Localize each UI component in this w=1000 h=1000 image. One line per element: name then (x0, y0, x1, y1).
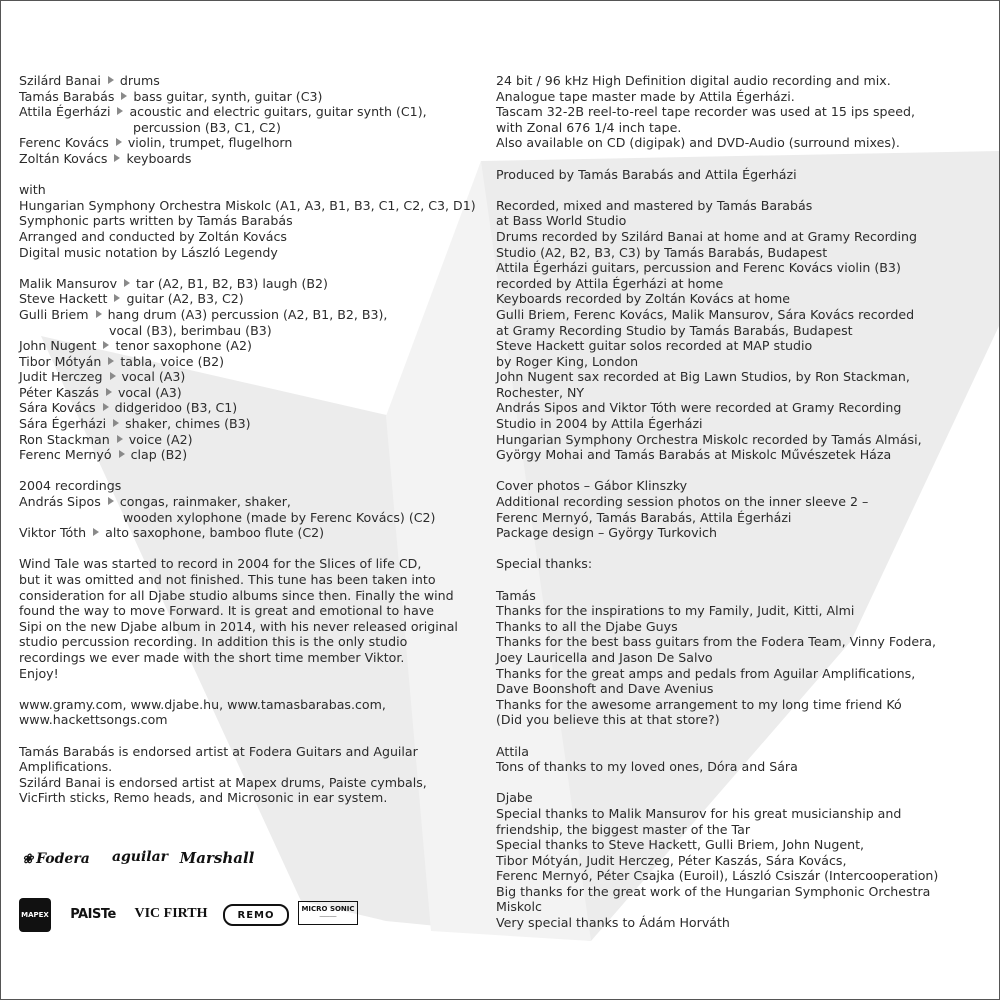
with-section (19, 182, 481, 260)
text-line: Tamás Barabás is endorsed artist at Fodera Guitars and Aguilar (19, 743, 418, 759)
text-line: Digital music notation by László Legendy (19, 244, 278, 260)
arrow-icon (121, 92, 127, 100)
guest-row (19, 369, 481, 385)
text-line: www.gramy.com, www.djabe.hu, www.tamasbarabas.com, (19, 696, 386, 712)
fodera-logo (19, 846, 93, 872)
left-column (19, 73, 481, 806)
text-line: with Zonal 676 1/4 inch tape. (496, 119, 682, 135)
marshall-logo: Marshall (179, 849, 255, 867)
guest-role-cont: vocal (B3), berimbau (B3) (109, 322, 272, 338)
text-line: VicFirth sticks, Remo heads, and Microsonic in ear system. (19, 790, 388, 806)
guest-role: clap (B2) (130, 447, 188, 463)
text-line: Special thanks to Malik Mansurov for his great musicianship and (496, 805, 902, 821)
text-line: Package design – György Turkovich (496, 525, 717, 541)
text-line: Attila Égerházi guitars, percussion and Ferenc Kovács violin (B3) (496, 260, 901, 276)
fodera-logo-text: Fodera (36, 851, 90, 867)
text-line: Thanks to all the Djabe Guys (496, 618, 678, 634)
guest-role: shaker, chimes (B3) (125, 416, 251, 432)
text-line: Sipi on the new Djabe album in 2014, with his never released original (19, 618, 458, 634)
musician-role: acoustic and electric guitars, guitar synth (C1), (129, 104, 427, 120)
guest-name: Ron Stackman (19, 431, 110, 447)
guest-role: tenor saxophone (A2) (115, 338, 252, 354)
text-line: Ferenc Mernyó, Tamás Barabás, Attila Égerházi (496, 509, 792, 525)
musician-role: keyboards (126, 150, 192, 166)
text-line: consideration for all Djabe studio albums since then. Finally the wind (19, 587, 454, 603)
guest-row (19, 291, 481, 307)
text-line: Hungarian Symphony Orchestra Miskolc (A1, A3, B1, B3, C1, C2, C3, D1) (19, 197, 476, 213)
microsonic-logo: MICRO SONIC ─────── (298, 901, 358, 925)
mapex-logo: MAPEX (19, 898, 51, 932)
guest-row (19, 354, 481, 370)
text-line: Big thanks for the great work of the Hungarian Symphonic Orchestra (496, 883, 931, 899)
microsonic-logo-text: MICRO SONIC (301, 905, 355, 913)
text-line: Dave Boonshoft and Dave Avenius (496, 681, 714, 697)
guest-role: vocal (A3) (117, 384, 182, 400)
text-line: Very special thanks to Ádám Horváth (496, 915, 730, 931)
guest-row (19, 447, 481, 463)
guest-row (19, 416, 481, 432)
musician-role: violin, trumpet, flugelhorn (127, 135, 293, 151)
arrow-icon (117, 107, 123, 115)
text-line: (Did you believe this at that store?) (496, 712, 720, 728)
thanks-djabe (496, 790, 986, 930)
text-line: Cover photos – Gábor Klinszky (496, 478, 688, 494)
text-line: with (19, 182, 46, 198)
text-line: Tascam 32-2B reel-to-reel tape recorder was used at 15 ips speed, (496, 104, 916, 120)
arrow-icon (113, 419, 119, 427)
thanks-name: Attila (496, 743, 529, 759)
recording-row (19, 494, 481, 510)
text-line: but it was omitted and not finished. This tune has been taken into (19, 572, 436, 587)
thanks-name: Djabe (496, 790, 533, 806)
story-paragraph (19, 556, 481, 681)
text-line: Symphonic parts written by Tamás Barabás (19, 213, 293, 229)
butterfly-icon: ❀ (22, 851, 34, 867)
musician-row (19, 73, 481, 89)
text-line: Thanks for the great amps and pedals from Aguilar Amplifications, (496, 665, 916, 681)
musician-name: Ferenc Kovács (19, 135, 109, 151)
text-line: John Nugent sax recorded at Big Lawn Studios, by Ron Stackman, (496, 369, 910, 385)
guest-role: tabla, voice (B2) (120, 353, 225, 369)
text-line: recordings we ever made with the short time member Viktor. (19, 649, 405, 665)
text-line: Additional recording session photos on the inner sleeve 2 – (496, 494, 869, 510)
text-line: Hungarian Symphony Orchestra Miskolc recorded by Tamás Almási, (496, 431, 922, 447)
recording-name: Viktor Tóth (19, 525, 87, 541)
guest-name: Steve Hackett (19, 291, 108, 307)
arrow-icon (124, 279, 130, 287)
tech-info (496, 73, 986, 151)
text-line: friendship, the biggest master of the Tar (496, 821, 751, 837)
text-line: Ferenc Mernyó, Péter Csajka (Euroil), László Csiszár (Intercooperation) (496, 868, 939, 884)
arrow-icon (96, 310, 102, 318)
guest-name: Ferenc Mernyó (19, 447, 112, 463)
arrow-icon (116, 138, 122, 146)
recording-role: congas, rainmaker, shaker, (119, 494, 291, 510)
text-line: Tibor Mótyán, Judit Herczeg, Péter Kaszás, Sára Kovács, (496, 852, 847, 868)
text-line: Studio (A2, B2, B3, C3) by Tamás Barabás, Budapest (496, 244, 828, 260)
text-line: Drums recorded by Szilárd Banai at home and at Gramy Recording (496, 228, 918, 244)
text-line: at Bass World Studio (496, 213, 627, 229)
guest-role: guitar (A2, B3, C2) (126, 291, 244, 307)
text-line: Keyboards recorded by Zoltán Kovács at home (496, 291, 791, 307)
guest-role: hang drum (A3) percussion (A2, B1, B2, B3), (107, 306, 388, 322)
text-line: Miskolc (496, 899, 542, 915)
guest-role: tar (A2, B1, B2, B3) laugh (B2) (136, 275, 328, 291)
musician-name: Tamás Barabás (19, 88, 115, 104)
arrow-icon (119, 450, 125, 458)
aguilar-logo: aguilar (111, 849, 169, 865)
websites (19, 697, 481, 728)
text-line: Analogue tape master made by Attila Égerházi. (496, 88, 795, 104)
text-line: found the way to move Forward. It is great and emotional to have (19, 603, 435, 619)
guest-role: voice (A2) (128, 431, 193, 447)
special-thanks-heading: Special thanks: (496, 556, 593, 572)
text-line: Wind Tale was started to record in 2004 for the Slices of life CD, (19, 556, 422, 572)
guest-role: vocal (A3) (121, 369, 186, 385)
produced-by: Produced by Tamás Barabás and Attila Égerházi (496, 166, 797, 182)
guest-role: didgeridoo (B3, C1) (114, 400, 238, 416)
vicfirth-logo: VIC FIRTH (134, 906, 208, 921)
text-line: Joey Lauricella and Jason De Salvo (496, 649, 713, 665)
text-line: 24 bit / 96 kHz High Definition digital audio recording and mix. (496, 73, 891, 88)
arrow-icon (117, 435, 123, 443)
text-line: Thanks for the awesome arrangement to my long time friend Kó (496, 696, 902, 712)
guest-name: Sára Kovács (19, 400, 96, 416)
guest-row (19, 276, 481, 292)
guest-name: Gulli Briem (19, 306, 89, 322)
thanks-tamas (496, 588, 986, 728)
text-line: at Gramy Recording Studio by Tamás Barabás, Budapest (496, 322, 853, 338)
arrow-icon (114, 294, 120, 302)
text-line: Gulli Briem, Ferenc Kovács, Malik Mansurov, Sára Kovács recorded (496, 306, 915, 322)
recordings-2004 (19, 478, 481, 540)
guest-row (19, 307, 481, 323)
arrow-icon (108, 357, 114, 365)
thanks-attila (496, 744, 986, 775)
text-line: Amplifications. (19, 759, 113, 775)
text-line: by Roger King, London (496, 353, 639, 369)
guest-row (19, 400, 481, 416)
musician-row (19, 104, 481, 120)
musician-name: Szilárd Banai (19, 73, 101, 88)
text-line: Studio in 2004 by Attila Égerházi (496, 416, 703, 432)
text-line: Rochester, NY (496, 384, 585, 400)
arrow-icon (110, 372, 116, 380)
musician-name: Attila Égerházi (19, 104, 111, 120)
text-line: Steve Hackett guitar solos recorded at MAP studio (496, 338, 813, 354)
recording-name: András Sipos (19, 494, 101, 510)
endorsements (19, 744, 481, 806)
guests-list (19, 276, 481, 463)
guest-name: Tibor Mótyán (19, 353, 102, 369)
text-line: www.hackettsongs.com (19, 712, 168, 728)
text-line: recorded by Attila Égerházi at home (496, 275, 724, 291)
arrow-icon (106, 388, 112, 396)
text-line: Enjoy! (19, 665, 59, 681)
recordings-heading: 2004 recordings (19, 478, 122, 494)
musician-name: Zoltán Kovács (19, 150, 108, 166)
musician-row (19, 89, 481, 105)
right-column (496, 73, 986, 931)
photo-credits (496, 478, 986, 540)
text-line: Tons of thanks to my loved ones, Dóra and Sára (496, 759, 798, 775)
musician-role: drums (119, 73, 160, 88)
guest-name: John Nugent (19, 338, 97, 354)
recording-credits (496, 198, 986, 463)
text-line: Thanks for the best bass guitars from the Fodera Team, Vinny Fodera, (496, 634, 936, 650)
paiste-logo: PAISTe (70, 906, 116, 922)
recording-role-cont: wooden xylophone (made by Ferenc Kovács) (C2) (123, 509, 436, 525)
guest-row (19, 338, 481, 354)
text-line: Recorded, mixed and mastered by Tamás Barabás (496, 197, 813, 213)
musician-row (19, 151, 481, 167)
arrow-icon (114, 154, 120, 162)
recording-role: alto saxophone, bamboo flute (C2) (105, 525, 325, 541)
text-line: Thanks for the inspirations to my Family, Judit, Kitti, Almi (496, 603, 855, 619)
arrow-icon (103, 403, 109, 411)
text-line: Arranged and conducted by Zoltán Kovács (19, 228, 287, 244)
text-line: György Mohai and Tamás Barabás at Miskolc Művészetek Háza (496, 447, 892, 463)
guest-name: Sára Égerházi (19, 416, 107, 432)
guest-row (19, 385, 481, 401)
musician-role-cont: percussion (B3, C1, C2) (133, 119, 281, 135)
musician-role: bass guitar, synth, guitar (C3) (133, 88, 323, 104)
text-line: Szilárd Banai is endorsed artist at Mapex drums, Paiste cymbals, (19, 774, 427, 790)
guest-name: Péter Kaszás (19, 384, 99, 400)
text-line: Special thanks to Steve Hackett, Gulli Briem, John Nugent, (496, 837, 865, 853)
text-line: studio percussion recording. In addition this is the only studio (19, 634, 408, 650)
arrow-icon (93, 528, 99, 536)
guest-name: Judit Herczeg (19, 369, 103, 385)
guest-name: Malik Mansurov (19, 275, 118, 291)
guest-row (19, 432, 481, 448)
musicians-list (19, 73, 481, 167)
arrow-icon (108, 76, 114, 84)
musician-row (19, 135, 481, 151)
arrow-icon (108, 497, 114, 505)
arrow-icon (103, 341, 109, 349)
remo-logo: REMO (223, 904, 289, 926)
text-line: Also available on CD (digipak) and DVD-Audio (surround mixes). (496, 135, 900, 151)
text-line: András Sipos and Viktor Tóth were recorded at Gramy Recording (496, 400, 902, 416)
recording-row (19, 525, 481, 541)
thanks-name: Tamás (496, 587, 536, 603)
